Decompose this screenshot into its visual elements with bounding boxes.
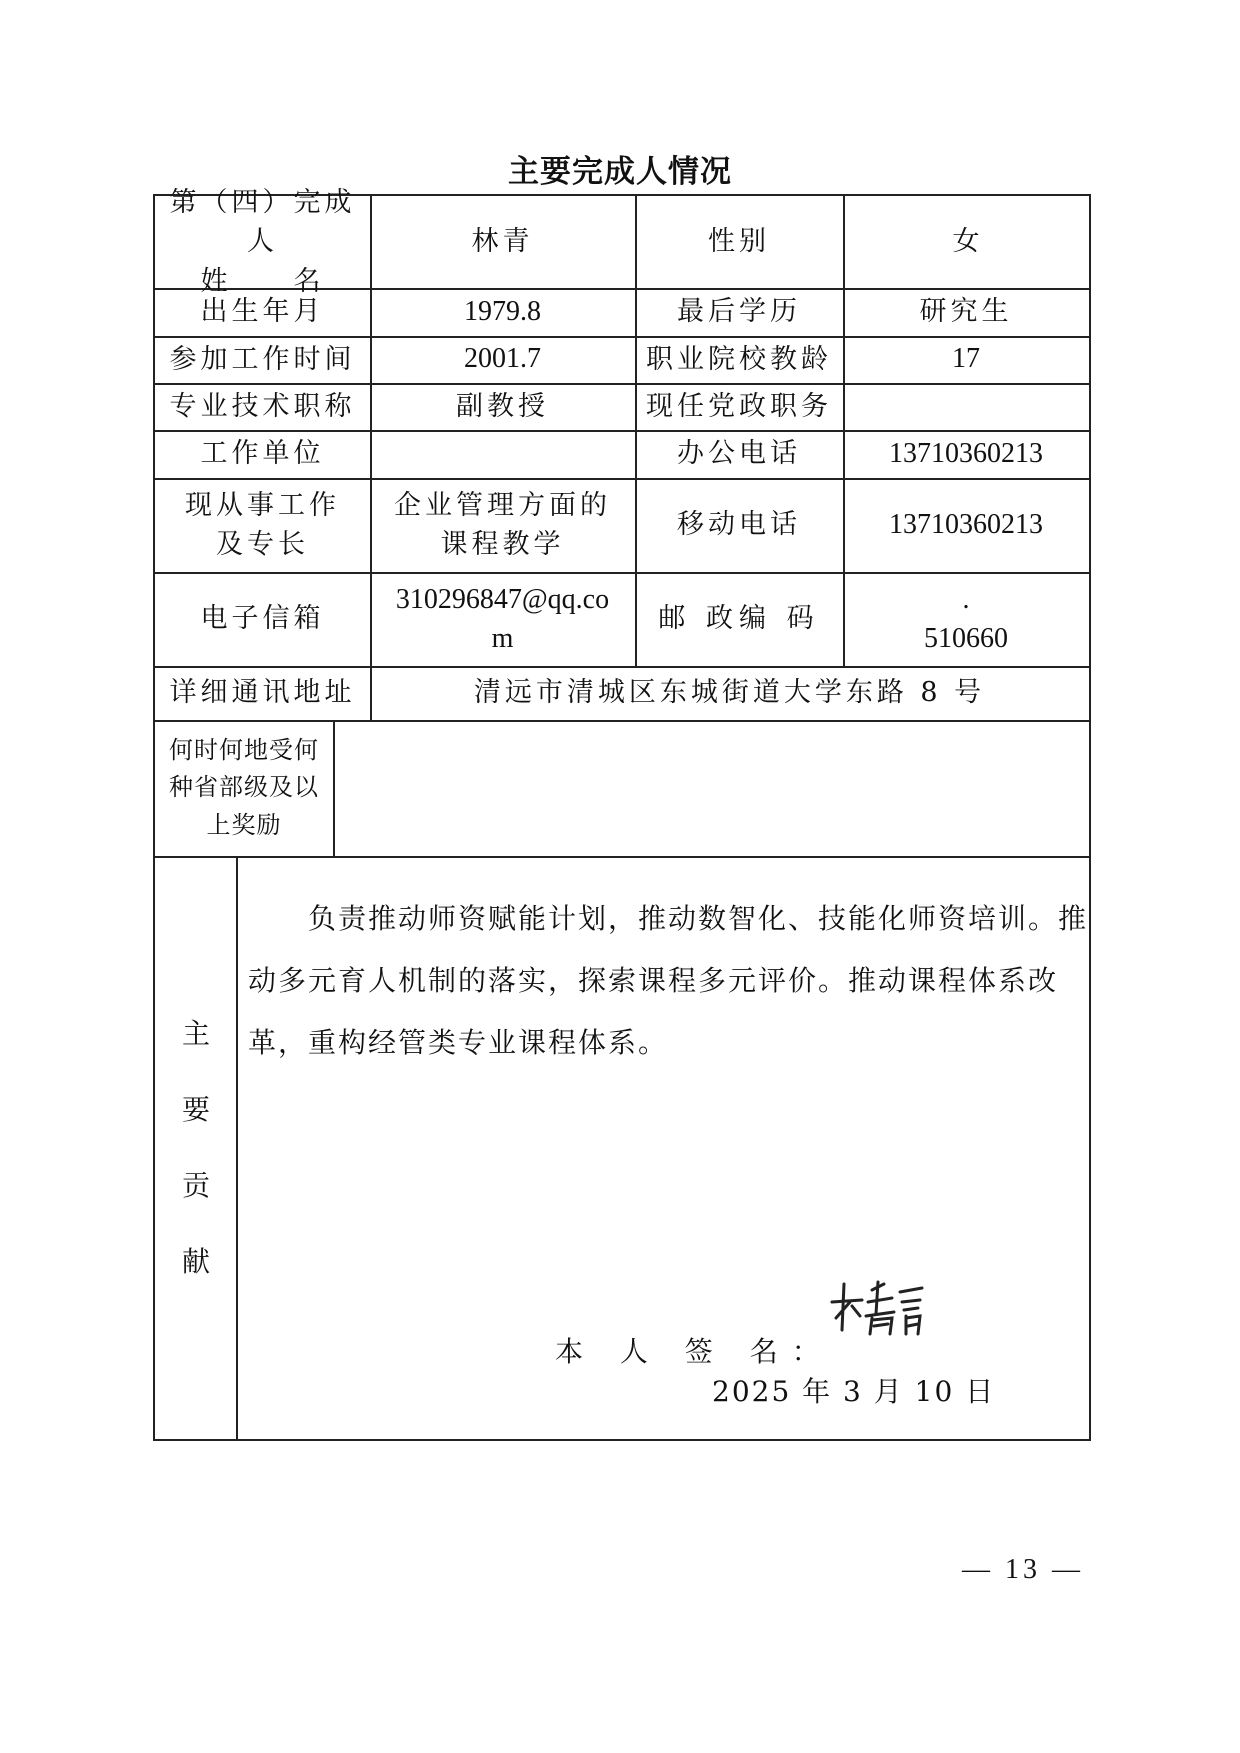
contribution-text: 负责推动师资赋能计划，推动数智化、技能化师资培训。推动多元育人机制的落实，探索课程多元评价。推动课程体系改革，重构经管类专业课程体系。 [248, 902, 1089, 1059]
title-value: 副教授 [456, 390, 549, 422]
signature-date: 2025 年 3 月 10 日 [712, 1375, 996, 1408]
education-label: 最后学历 [677, 296, 801, 328]
email-value: 310296847@qq.co m [395, 583, 610, 654]
office-phone-value: 13710360213 [889, 437, 1043, 469]
mobile-label: 移动电话 [677, 509, 801, 541]
signature-label: 本 人 签 名： [555, 1335, 834, 1368]
page-number: — 13 — [962, 1554, 1084, 1585]
party-post-value [843, 383, 1089, 430]
email-label: 电子信箱 [200, 603, 325, 635]
info-table [153, 187, 1091, 1441]
employer-value [370, 430, 635, 478]
teaching-years-label: 职业院校教龄 [646, 343, 832, 375]
mobile-value: 13710360213 [889, 508, 1043, 540]
handwritten-signature [822, 1272, 942, 1342]
address-value: 清远市清城区东城街道大学东路 8 号 [473, 677, 986, 709]
awards-label: 何时何地受何 种省部级及以 上奖励 [169, 736, 319, 839]
title-label: 专业技术职称 [169, 390, 356, 422]
birth-label: 出生年月 [200, 296, 325, 328]
party-post-label: 现任党政职务 [646, 390, 832, 422]
current-work-value: 企业管理方面的 课程教学 [394, 489, 611, 560]
current-work-label: 现从事工作 及专长 [185, 489, 340, 560]
postcode-label: 邮 政编 码 [658, 603, 820, 635]
gender-label: 性别 [708, 226, 770, 258]
page-title: 主要完成人情况 [508, 154, 732, 190]
education-value: 研究生 [919, 296, 1013, 328]
work-start-value: 2001.7 [464, 343, 541, 375]
name-value: 林青 [471, 226, 534, 258]
name-label: 第（四）完成人 姓 名 [169, 187, 356, 297]
employer-label: 工作单位 [200, 438, 325, 470]
contribution-label: 主 要 贡 献 [181, 1016, 210, 1278]
office-phone-label: 办公电话 [677, 438, 801, 470]
teaching-years-value: 17 [952, 343, 980, 375]
birth-value: 1979.8 [464, 295, 541, 327]
awards-value [333, 720, 1089, 856]
postcode-value: . 510660 [924, 583, 1008, 654]
address-label: 详细通讯地址 [169, 677, 356, 709]
work-start-label: 参加工作时间 [169, 343, 356, 375]
gender-value: 女 [952, 226, 980, 258]
